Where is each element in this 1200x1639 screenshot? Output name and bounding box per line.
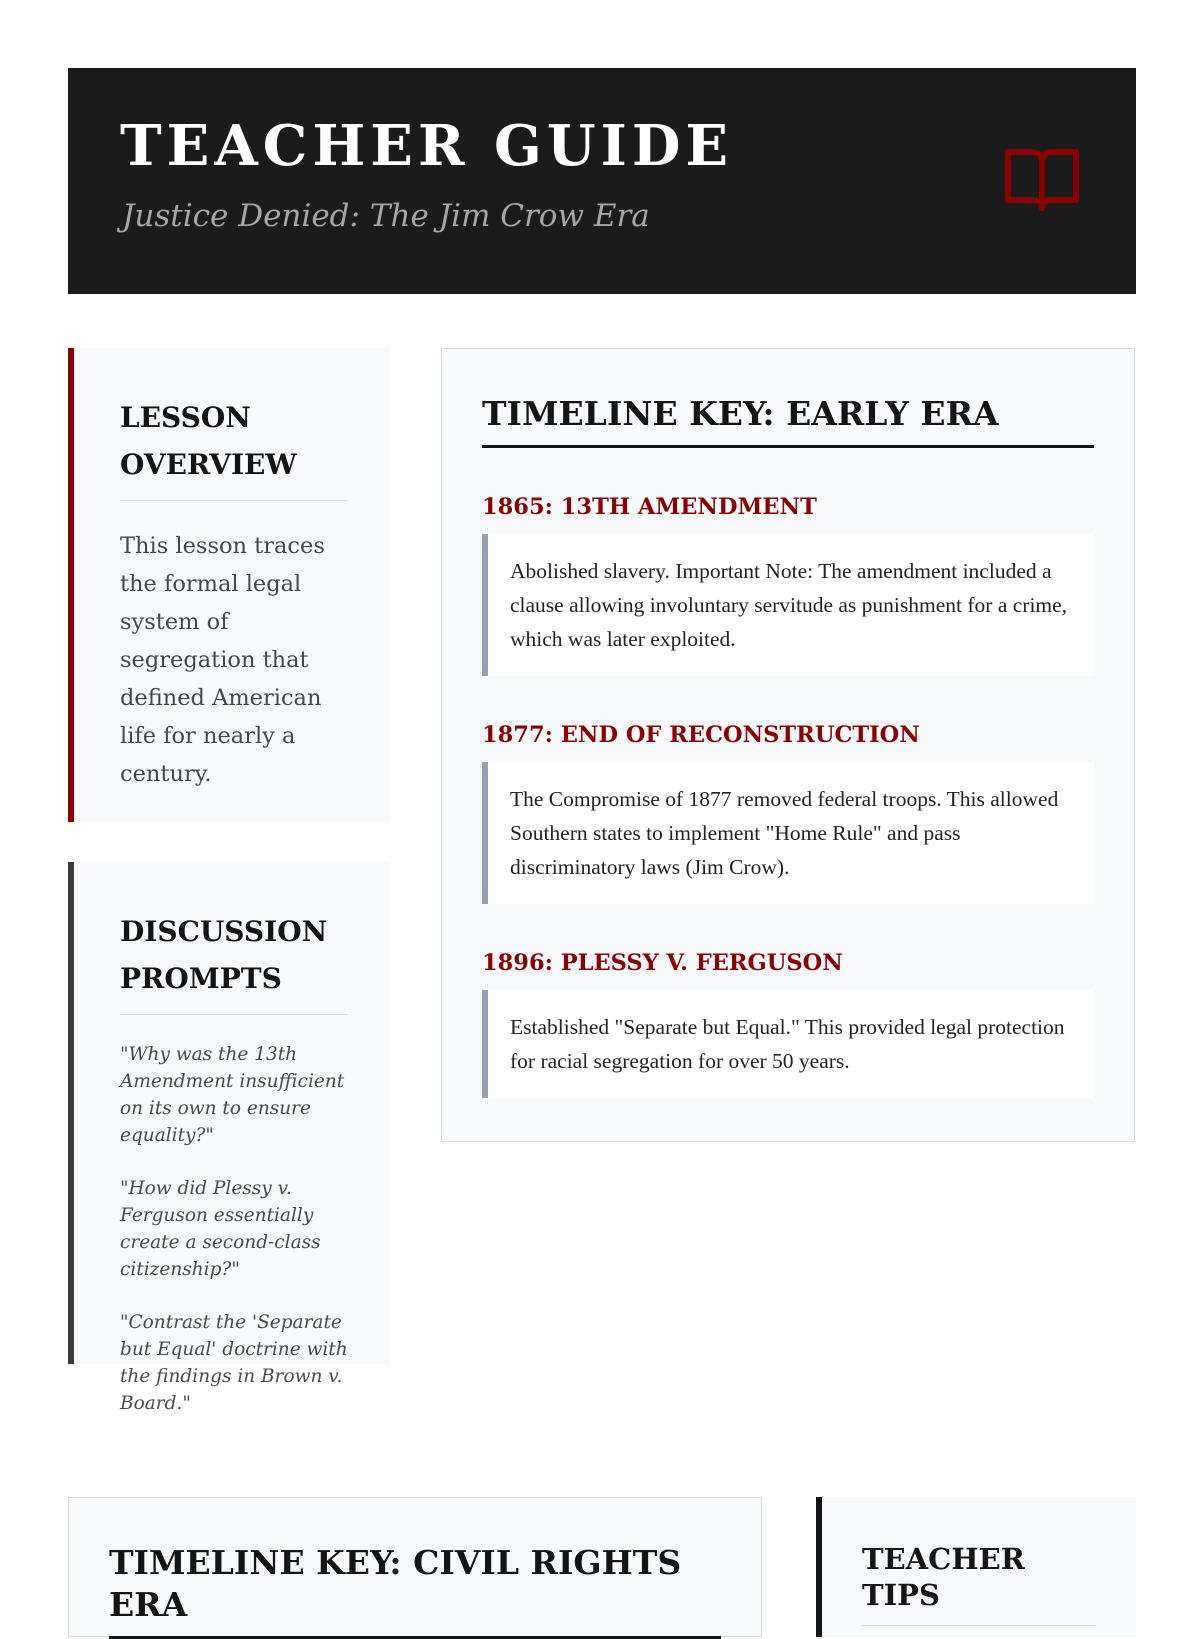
timeline-civil-rights-era-card [68, 1497, 762, 1637]
event-title: 1877: END OF RECONSTRUCTION [482, 722, 920, 748]
page-subtitle: Justice Denied: The Jim Crow Era [122, 198, 650, 234]
lesson-overview-card [68, 348, 390, 822]
discussion-prompt: "How did Plessy v. Ferguson essentially create a second-class citizenship?" [120, 1178, 321, 1280]
lesson-overview-heading: LESSON OVERVIEW [120, 394, 348, 501]
timeline-early-era-card [441, 348, 1135, 1142]
teacher-tips-card [816, 1497, 1136, 1637]
discussion-prompts-heading: DISCUSSION PROMPTS [120, 908, 348, 1015]
event-title: 1896: PLESSY V. FERGUSON [482, 950, 843, 976]
lesson-overview-text: This lesson traces the formal legal system of segregation that defined American life for nearly a century. [120, 533, 325, 787]
event-title: 1865: 13TH AMENDMENT [482, 494, 817, 520]
page-title: TEACHER GUIDE [120, 113, 734, 179]
discussion-prompt: "Contrast the 'Separate but Equal' doctrine with the findings in Brown v. Board." [120, 1312, 348, 1414]
book-icon [1002, 146, 1082, 216]
timeline-event [482, 492, 1094, 676]
timeline-event [482, 948, 1094, 1098]
timeline-early-era-heading: TIMELINE KEY: EARLY ERA [482, 393, 1094, 448]
timeline-civil-rights-era-heading: TIMELINE KEY: CIVIL RIGHTS ERA [109, 1542, 721, 1639]
event-description: The Compromise of 1877 removed federal troops. This allowed Southern states to implement "Home Rule" and pass discriminatory laws (Jim Crow). [482, 762, 1094, 904]
discussion-prompts-card [68, 862, 390, 1414]
teacher-tips-heading: TEACHER TIPS [862, 1541, 1096, 1626]
event-description: Abolished slavery. Important Note: The amendment included a clause allowing involuntary servitude as punishment for a crime, which was later exploited. [482, 534, 1094, 676]
event-description: Established "Separate but Equal." This provided legal protection for racial segregation for over 50 years. [482, 990, 1094, 1098]
discussion-prompt: "Why was the 13th Amendment insufficient on its own to ensure equality?" [120, 1044, 345, 1146]
timeline-event [482, 720, 1094, 904]
page-header [68, 68, 1136, 294]
